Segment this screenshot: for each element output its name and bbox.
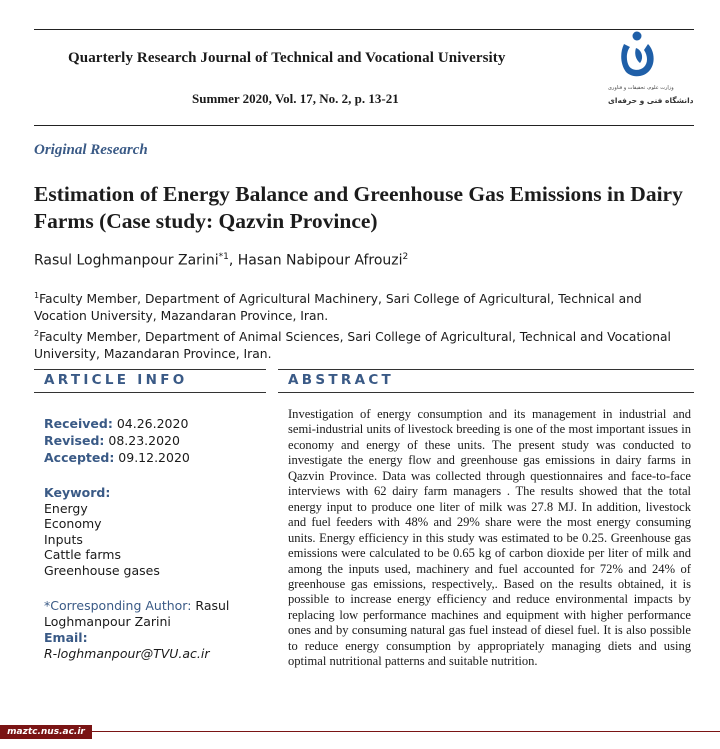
paper-title: Estimation of Energy Balance and Greenhouse Gas Emissions in Dairy Farms (Case study: Qazvin Province)	[34, 182, 683, 233]
authors	[34, 252, 408, 269]
logo-caption-2: دانشگاه فنی و حرفه‌ای	[608, 96, 694, 105]
journal-title: Quarterly Research Journal of Technical and Vocational University	[68, 50, 506, 66]
corresponding-author	[44, 598, 264, 662]
corr-name: Rasul Loghmanpour Zarini	[44, 598, 230, 629]
corr-star: *	[44, 598, 51, 613]
keyword-item: Cattle farms	[44, 547, 121, 562]
revised-label: Revised:	[44, 433, 105, 448]
received-label: Received:	[44, 416, 113, 431]
corresponding-author-row	[44, 598, 264, 630]
header-top-rule	[34, 29, 694, 30]
article-info-heading: ARTICLE INFO	[44, 372, 188, 388]
author-1-sup: *1	[218, 252, 229, 262]
email-link[interactable]: R-loghmanpour@TVU.ac.ir	[44, 646, 210, 661]
affiliation-1-sup: 1	[34, 291, 40, 300]
keyword-label: Keyword:	[44, 485, 111, 500]
affiliation-2-sup: 2	[34, 329, 40, 339]
abstract-text: Investigation of energy consumption and its management in industrial and semi-industrial units of livestock breeding is one of the most important issues in economy and energy of these units. The present study was conducted to investigate the energy flow and greenhouse gas emissions in dairy farms in Qazvin Province. Data was collected through questionnaires and face-to-face interviews with 62 dairy farm managers . The results showed that the total energy input to produce one liter of milk was 27.8 MJ. In addition, livestock and fuel feeders with 48% and 29% share were the most energy consuming units. Energy efficiency in this study was estimated to be 0.25. Greenhouse gas emissions were calculated to be 0.65 kg of carbon dioxide per liter of milk and among the inputs used, machinery and fuel accounted for 72% and 24% of greenhouse gas emissions, respectively,. Based on the results obtained, it is possible to increase energy efficiency and reduce environmental impacts by replacing low performance machines and equipment with higher performance ones and by consuming natural gas fuel instead of diesel fuel. It is also possible to reduce energy consumption by appropriately managing diets and using optimal nutritional patterns and suitable nutrition.	[288, 407, 691, 669]
article-type: Original Research	[34, 142, 148, 158]
article-info-bottom-rule	[34, 392, 266, 393]
email-label: Email:	[44, 630, 88, 645]
received-row	[44, 415, 264, 432]
university-logo	[608, 30, 694, 115]
article-dates	[44, 415, 264, 466]
footer-site-badge[interactable]: maztc.nus.ac.ir	[0, 725, 92, 739]
accepted-value: 09.12.2020	[114, 450, 190, 465]
keyword-item: Greenhouse gases	[44, 562, 160, 578]
keywords	[44, 485, 264, 578]
author-1: Rasul Loghmanpour Zarini	[34, 252, 219, 269]
affiliation-2	[34, 325, 696, 363]
author-2: Hasan Nabipour Afrouzi	[237, 252, 403, 269]
affiliation-2-text: Faculty Member, Department of Animal Sciences, Sari College of Agricultural, Technical and Vocational University, Mazandaran Province, Iran.	[34, 330, 671, 362]
affiliations	[34, 287, 696, 363]
keyword-item: Energy	[44, 500, 88, 516]
abstract-bottom-rule	[278, 392, 694, 393]
corr-label: Corresponding Author:	[50, 598, 192, 613]
keyword-item: Economy	[44, 516, 102, 531]
revised-value: 08.23.2020	[104, 433, 180, 448]
received-value: 04.26.2020	[112, 416, 189, 431]
logo-caption-1: وزارت علوم، تحقیقات و فناوری	[608, 85, 674, 91]
affiliation-1-text: Faculty Member, Department of Agricultural Machinery, Sari College of Agricultural, Technical and Vocation University, Mazandaran Province, Iran.	[34, 292, 642, 324]
abstract-heading: ABSTRACT	[288, 372, 395, 388]
footer-rule	[92, 731, 720, 732]
revised-row	[44, 432, 264, 449]
author-separator: ,	[228, 252, 238, 269]
issue-info: Summer 2020, Vol. 17, No. 2, p. 13-21	[192, 91, 399, 106]
affiliation-1	[34, 287, 696, 325]
accepted-row	[44, 449, 264, 466]
header-bottom-rule	[34, 125, 694, 126]
accepted-label: Accepted:	[44, 450, 115, 465]
abstract-top-rule	[278, 369, 694, 370]
article-info-top-rule	[34, 369, 266, 370]
author-2-sup: 2	[402, 252, 409, 262]
keyword-item: Inputs	[44, 531, 83, 547]
